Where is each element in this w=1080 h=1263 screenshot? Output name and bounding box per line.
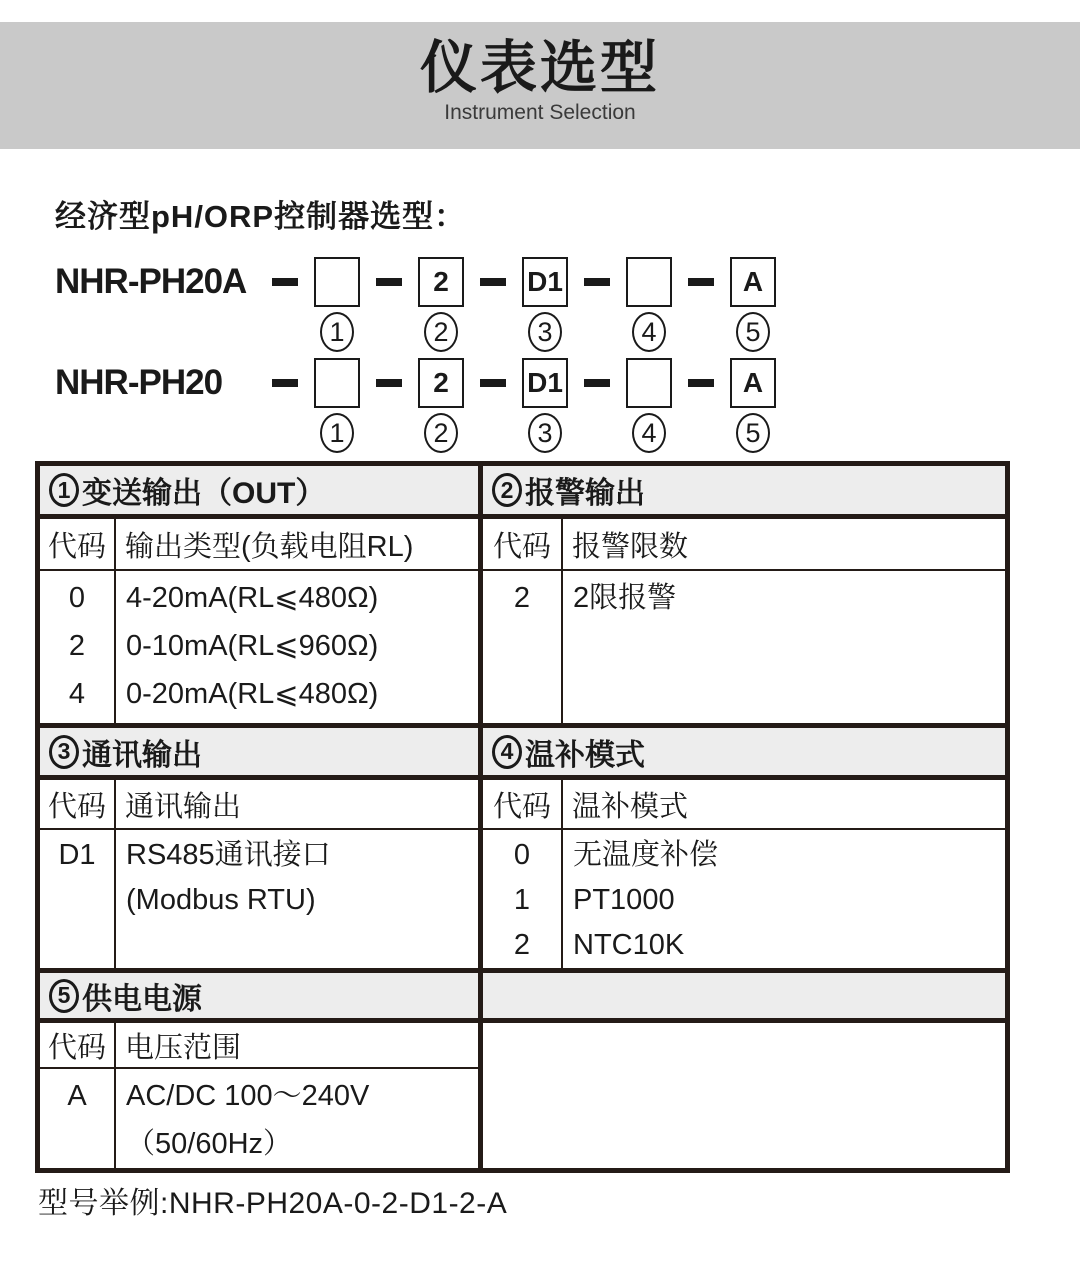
model-line-nhr-ph20 <box>55 358 1080 453</box>
value-cell: 2限报警 <box>573 582 677 614</box>
page-subtitle: Instrument Selection <box>444 101 636 124</box>
section-4-title: 温补模式 <box>525 738 645 772</box>
dash-separator <box>272 278 298 286</box>
model-code-diagram <box>55 257 1080 453</box>
section-5-title: 供电电源 <box>82 982 202 1016</box>
circled-number: 2 <box>492 473 522 507</box>
value-cell: AC/DC 100～240V <box>126 1080 370 1112</box>
code-header-cell: 代码 <box>40 519 116 569</box>
option-box: 2 <box>418 257 464 307</box>
dash-separator <box>584 278 610 286</box>
circled-number: 3 <box>49 735 79 769</box>
value-cell: 无温度补偿 <box>573 839 719 871</box>
section-1-column-headers <box>40 519 478 571</box>
dash-separator <box>584 379 610 387</box>
section-2-header <box>483 466 1005 519</box>
model-slot-2 <box>411 358 471 453</box>
circled-number: 1 <box>320 312 354 352</box>
model-slot-4 <box>619 358 679 453</box>
code-cell: 0 <box>513 839 531 871</box>
value-cell: (Modbus RTU) <box>126 884 316 916</box>
value-cell: （50/60Hz） <box>126 1128 293 1160</box>
code-cell <box>40 878 114 923</box>
model-slot-5 <box>723 257 783 352</box>
section-4-column-headers <box>483 780 1005 830</box>
section-3-content <box>40 830 478 973</box>
dash-separator <box>480 379 506 387</box>
circled-number: 1 <box>320 413 354 453</box>
code-cell: A <box>67 1080 87 1112</box>
code-column <box>483 571 563 723</box>
section-2-title: 报警输出 <box>525 477 645 510</box>
code-cell <box>40 1120 114 1168</box>
value-column <box>116 1069 369 1168</box>
dash-separator <box>688 379 714 387</box>
value-header-cell: 输出类型(负载电阻RL) <box>125 530 414 563</box>
section-3-column-headers <box>40 780 478 830</box>
section-5-header-empty <box>483 973 1005 1023</box>
circled-number: 5 <box>49 979 79 1013</box>
value-cell: PT1000 <box>573 884 675 916</box>
code-header-cell: 代码 <box>40 780 116 828</box>
model-slot-1 <box>307 257 367 352</box>
dash-separator <box>376 379 402 387</box>
dash-separator <box>688 278 714 286</box>
section-1-content <box>40 571 478 728</box>
option-box <box>314 358 360 408</box>
code-column <box>40 571 116 723</box>
option-box: A <box>730 358 776 408</box>
section-5-header <box>40 973 478 1023</box>
model-slot-3 <box>515 257 575 352</box>
section-3-title: 通讯输出 <box>82 738 202 772</box>
section-2-column-headers <box>483 519 1005 571</box>
value-cell: 4-20mA(RL⩽480Ω) <box>126 582 379 614</box>
section-1-title: 变送输出（OUT） <box>82 477 326 510</box>
option-box: D1 <box>522 358 568 408</box>
model-example-line: 型号举例:NHR-PH20A-0-2-D1-2-A <box>38 1187 508 1220</box>
model-line-nhr-ph20a <box>55 257 1080 352</box>
value-column <box>563 830 718 968</box>
option-box: A <box>730 257 776 307</box>
code-cell: 2 <box>68 630 86 662</box>
code-header-cell: 代码 <box>40 1023 116 1067</box>
empty-cell <box>483 1023 1005 1168</box>
model-slot-5 <box>723 358 783 453</box>
section-4-header <box>483 728 1005 780</box>
option-box <box>314 257 360 307</box>
option-box <box>626 358 672 408</box>
dash-separator <box>480 278 506 286</box>
section-4-content <box>483 830 1005 973</box>
model-name: NHR-PH20 <box>55 363 223 402</box>
code-cell: 2 <box>513 929 531 961</box>
model-name: NHR-PH20A <box>55 262 247 301</box>
page-header-band <box>0 22 1080 149</box>
code-column <box>483 830 563 968</box>
circled-number: 4 <box>492 735 522 769</box>
section-2-content <box>483 571 1005 728</box>
code-cell: 4 <box>68 678 86 710</box>
circled-number: 5 <box>736 312 770 352</box>
section-5-column-headers <box>40 1023 478 1069</box>
circled-number: 4 <box>632 312 666 352</box>
section-5-content <box>40 1069 478 1168</box>
code-header-cell: 代码 <box>483 780 563 828</box>
section-1-header <box>40 466 478 519</box>
value-cell: 0-20mA(RL⩽480Ω) <box>126 678 379 710</box>
option-box: D1 <box>522 257 568 307</box>
code-cell: 0 <box>68 582 86 614</box>
selection-table <box>35 461 1010 1173</box>
value-cell: 0-10mA(RL⩽960Ω) <box>126 630 379 662</box>
section-3-header <box>40 728 478 780</box>
value-header-cell: 电压范围 <box>125 1031 242 1064</box>
code-column <box>40 1069 116 1168</box>
model-slot-1 <box>307 358 367 453</box>
circled-number: 3 <box>528 312 562 352</box>
option-box <box>626 257 672 307</box>
code-column <box>40 830 116 968</box>
value-header-cell: 报警限数 <box>572 530 689 563</box>
value-column <box>116 830 331 968</box>
circled-number: 3 <box>528 413 562 453</box>
model-slot-2 <box>411 257 471 352</box>
value-cell: RS485通讯接口 <box>126 839 331 871</box>
circled-number: 5 <box>736 413 770 453</box>
value-cell: NTC10K <box>573 929 685 961</box>
option-box: 2 <box>418 358 464 408</box>
circled-number: 2 <box>424 413 458 453</box>
code-cell: 1 <box>513 884 531 916</box>
value-header-cell: 温补模式 <box>572 790 689 823</box>
value-column <box>116 571 378 723</box>
page-title: 仪表选型 <box>420 36 660 100</box>
intro-heading: 经济型pH/ORP控制器选型： <box>55 199 467 234</box>
circled-number: 2 <box>424 312 458 352</box>
value-header-cell: 通讯输出 <box>125 790 242 823</box>
code-cell: D1 <box>58 839 96 871</box>
dash-separator <box>272 379 298 387</box>
table-left-column <box>40 466 483 1168</box>
model-slot-3 <box>515 358 575 453</box>
table-right-column <box>483 466 1005 1168</box>
model-slot-4 <box>619 257 679 352</box>
dash-separator <box>376 278 402 286</box>
value-column <box>563 571 676 723</box>
code-cell: 2 <box>513 582 531 614</box>
code-header-cell: 代码 <box>483 519 563 569</box>
circled-number: 4 <box>632 413 666 453</box>
circled-number: 1 <box>49 473 79 507</box>
